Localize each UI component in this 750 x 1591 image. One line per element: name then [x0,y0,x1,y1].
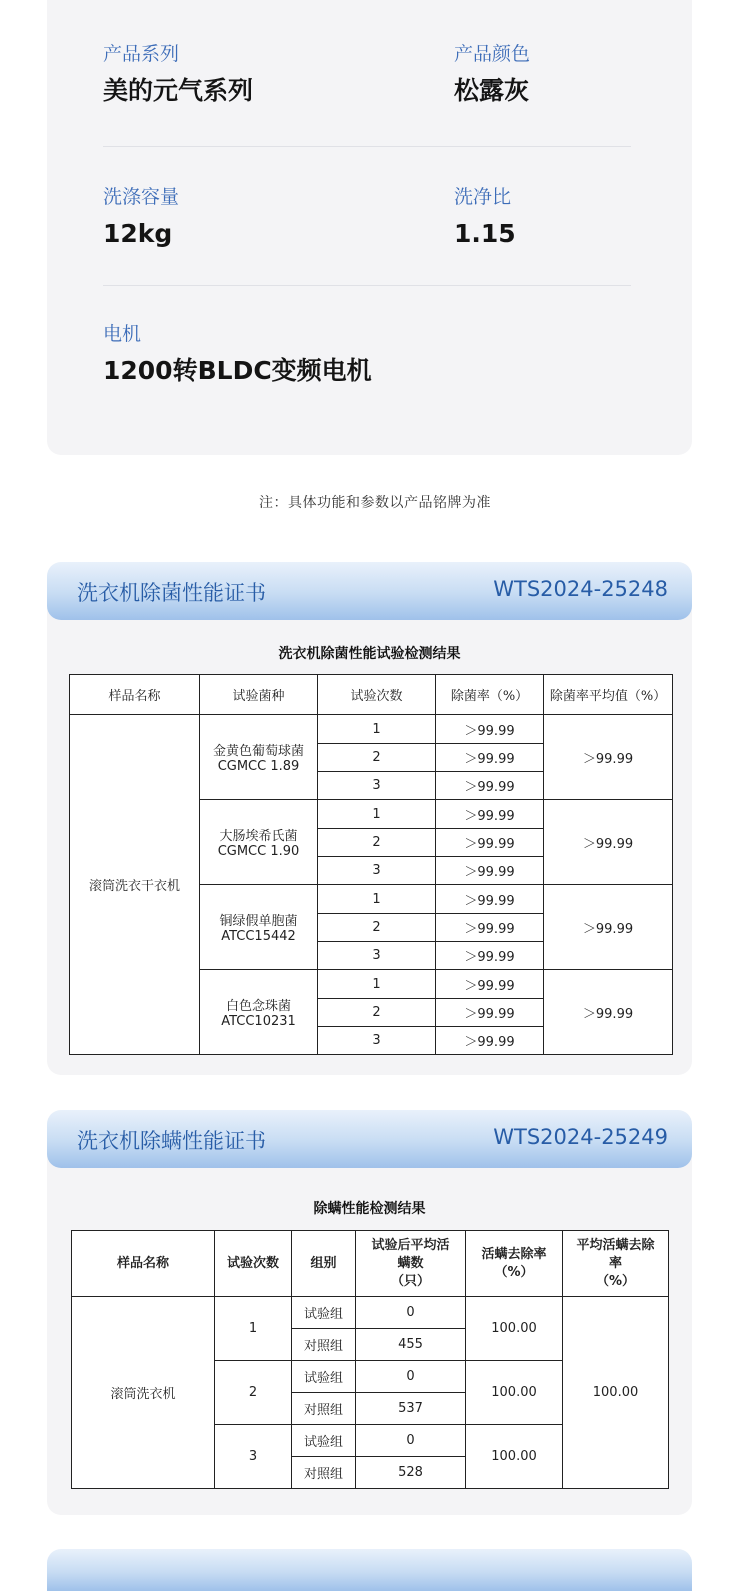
spec-color-label: 产品颜色 [454,43,531,65]
sample-name-cell: 滚筒洗衣干衣机 [70,715,200,1055]
strain-name: 大肠埃希氏菌 [219,829,298,844]
trial-number-cell: 1 [215,1297,292,1361]
header-cell: 试验次数 [215,1231,292,1297]
header-line: 螨数 [397,1255,424,1271]
mite-count-cell: 0 [356,1361,466,1393]
removal-rate-cell: 100.00 [466,1297,563,1361]
strain-code: ATCC15442 [221,929,296,944]
trial-number-cell: 3 [318,942,436,970]
average-rate-cell: ＞99.99 [544,800,673,885]
header-cell: 除菌率（%） [436,675,544,715]
trial-number-cell: 2 [318,914,436,942]
spec-series-label: 产品系列 [103,43,180,65]
strain-code: CGMCC 1.89 [217,759,300,774]
removal-rate-cell: 100.00 [466,1425,563,1489]
mite-removal-table [71,1230,669,1489]
spec-motor-label: 电机 [103,323,142,345]
strain-name: 白色念珠菌 [225,999,291,1014]
trial-number-cell: 1 [318,715,436,744]
table-header-row [70,675,673,715]
trial-number-cell: 1 [318,800,436,829]
group-cell: 试验组 [292,1297,356,1329]
certificate-header [47,562,692,620]
mite-count-cell: 0 [356,1297,466,1329]
average-removal-cell: 100.00 [563,1297,669,1489]
strain-cell [200,715,318,800]
spec-motor [103,322,372,387]
mite-removal-certificate [47,1110,692,1515]
strain-code: CGMCC 1.90 [217,844,300,859]
spec-series [103,42,253,107]
header-cell [356,1231,466,1297]
trial-number-cell: 2 [215,1361,292,1425]
spec-capacity-value: 12kg [103,219,173,248]
header-cell: 除菌率平均值（%） [544,675,673,715]
table-row [72,1297,669,1329]
removal-rate-cell: ＞99.99 [436,914,544,942]
removal-rate-cell: ＞99.99 [436,1027,544,1055]
table-title: 除螨性能检测结果 [313,1201,426,1217]
header-cell [563,1231,669,1297]
strain-cell [200,800,318,885]
removal-rate-cell: ＞99.99 [436,942,544,970]
spec-divider [103,285,631,286]
trial-number-cell: 2 [318,829,436,857]
trial-number-cell: 2 [318,744,436,772]
spec-wash-ratio-value: 1.15 [454,219,516,248]
group-cell: 对照组 [292,1393,356,1425]
trial-number-cell: 3 [318,772,436,800]
header-line: （%） [494,1264,534,1280]
average-rate-cell: ＞99.99 [544,885,673,970]
spec-capacity-label: 洗涤容量 [103,186,180,208]
trial-number-cell: 3 [318,857,436,885]
strain-name: 金黄色葡萄球菌 [212,744,304,759]
certificate-header [47,1110,692,1168]
table-title: 洗衣机除菌性能试验检测结果 [278,646,461,662]
removal-rate-cell: ＞99.99 [436,885,544,914]
next-certificate-header [47,1549,692,1591]
removal-rate-cell: ＞99.99 [436,800,544,829]
removal-rate-cell: ＞99.99 [436,999,544,1027]
header-line: 试验后平均活 [371,1237,450,1253]
table-header-row [72,1231,669,1297]
group-cell: 对照组 [292,1457,356,1489]
removal-rate-cell: ＞99.99 [436,857,544,885]
spec-divider [103,146,631,147]
trial-number-cell: 1 [318,885,436,914]
strain-cell [200,885,318,970]
sterilization-certificate [47,562,692,1075]
header-line: （%） [595,1273,636,1289]
header-cell: 试验次数 [318,675,436,715]
header-cell: 样品名称 [70,675,200,715]
header-line: 率 [608,1255,622,1271]
strain-code: ATCC10231 [221,1014,296,1029]
spec-wash-ratio [454,185,516,250]
group-cell: 试验组 [292,1425,356,1457]
removal-rate-cell: ＞99.99 [436,772,544,800]
group-cell: 试验组 [292,1361,356,1393]
strain-name: 铜绿假单胞菌 [219,914,298,929]
strain-cell [200,970,318,1055]
removal-rate-cell: ＞99.99 [436,744,544,772]
removal-rate-cell: ＞99.99 [436,715,544,744]
header-cell [466,1231,563,1297]
table-row [70,715,673,744]
header-cell: 样品名称 [72,1231,215,1297]
sterilization-table [69,674,673,1055]
spec-color [454,42,530,107]
mite-count-cell: 0 [356,1425,466,1457]
certificate-number: WTS2024-25248 [493,577,668,601]
mite-count-cell: 455 [356,1329,466,1361]
sample-name-cell: 滚筒洗衣机 [72,1297,215,1489]
header-line: 平均活螨去除 [576,1237,655,1253]
trial-number-cell: 1 [318,970,436,999]
average-rate-cell: ＞99.99 [544,970,673,1055]
spec-wash-ratio-label: 洗净比 [454,186,512,208]
mite-count-cell: 537 [356,1393,466,1425]
removal-rate-cell: ＞99.99 [436,829,544,857]
spec-capacity [103,185,179,250]
header-line: （只） [390,1273,430,1289]
header-cell: 试验菌种 [200,675,318,715]
spec-motor-value: 1200转BLDC变频电机 [103,356,372,385]
certificate-title: 洗衣机除菌性能证书 [77,581,266,605]
trial-number-cell: 2 [318,999,436,1027]
trial-number-cell: 3 [318,1027,436,1055]
header-cell: 组别 [292,1231,356,1297]
removal-rate-cell: ＞99.99 [436,970,544,999]
removal-rate-cell: 100.00 [466,1361,563,1425]
footnote: 注：具体功能和参数以产品铭牌为准 [259,495,491,511]
mite-count-cell: 528 [356,1457,466,1489]
certificate-number: WTS2024-25249 [493,1125,668,1149]
spec-color-value: 松露灰 [454,76,530,105]
certificate-title: 洗衣机除螨性能证书 [77,1129,266,1153]
trial-number-cell: 3 [215,1425,292,1489]
average-rate-cell: ＞99.99 [544,715,673,800]
spec-series-value: 美的元气系列 [103,76,254,105]
group-cell: 对照组 [292,1329,356,1361]
spec-panel [47,0,692,455]
header-line: 活螨去除率 [481,1246,547,1262]
